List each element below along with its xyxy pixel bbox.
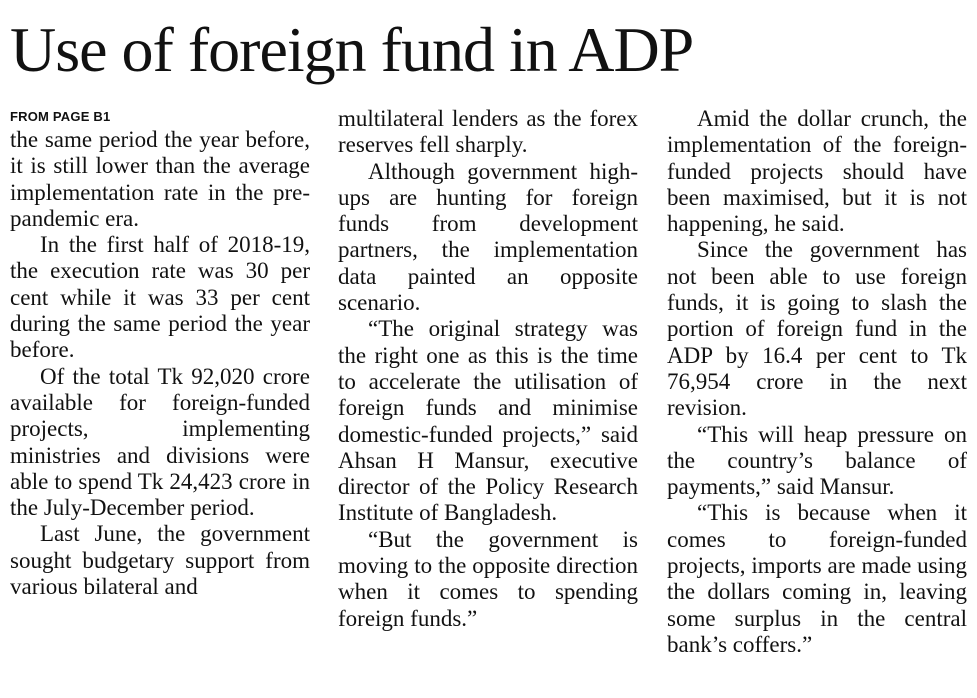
paragraph: multilateral lenders as the forex reserves fell sharply.	[338, 106, 638, 158]
paragraph: the same period the year before, it is still lower than the average implementation rate in the pre-pandemic era.	[10, 127, 310, 231]
paragraph: “This is because when it comes to foreign-funded projects, imports are made using the dollars coming in, leaving some surplus in the central bank’s coffers.”	[667, 500, 967, 657]
article-column-1	[10, 106, 310, 696]
article-column-3	[667, 106, 967, 696]
paragraph: Of the total Tk 92,020 crore available for foreign-funded projects, implementing ministries and divisions were able to spend Tk 24,423 crore in the July-December period.	[10, 363, 310, 521]
paragraph: Since the government has not been able to use foreign funds, it is going to slash the portion of foreign fund in the ADP by 16.4 per cent to Tk 76,954 crore in the next revision.	[667, 237, 967, 421]
paragraph: Amid the dollar crunch, the implementation of the foreign-funded projects should have been maximised, but it is not happening, he said.	[667, 106, 967, 237]
paragraph: “This will heap pressure on the country’s balance of payments,” said Mansur.	[667, 421, 967, 500]
paragraph: Last June, the government sought budgetary support from various bilateral and	[10, 521, 310, 600]
paragraph: Although government high-ups are hunting for foreign funds from development partners, the implementation data painted an opposite scenario.	[338, 158, 638, 316]
paragraph: In the first half of 2018-19, the execution rate was 30 per cent while it was 33 per cent during the same period the year before.	[10, 232, 310, 363]
jump-line: FROM PAGE B1	[10, 109, 111, 124]
headline: Use of foreign fund in ADP	[10, 14, 694, 85]
article-column-2	[338, 106, 638, 696]
paragraph: “But the government is moving to the opposite direction when it comes to spending foreign funds.”	[338, 526, 638, 631]
paragraph: “The original strategy was the right one as this is the time to accelerate the utilisation of foreign funds and minimise domestic-funded projects,” said Ahsan H Mansur, executive director of the Policy Research Institute of Bangladesh.	[338, 316, 638, 526]
